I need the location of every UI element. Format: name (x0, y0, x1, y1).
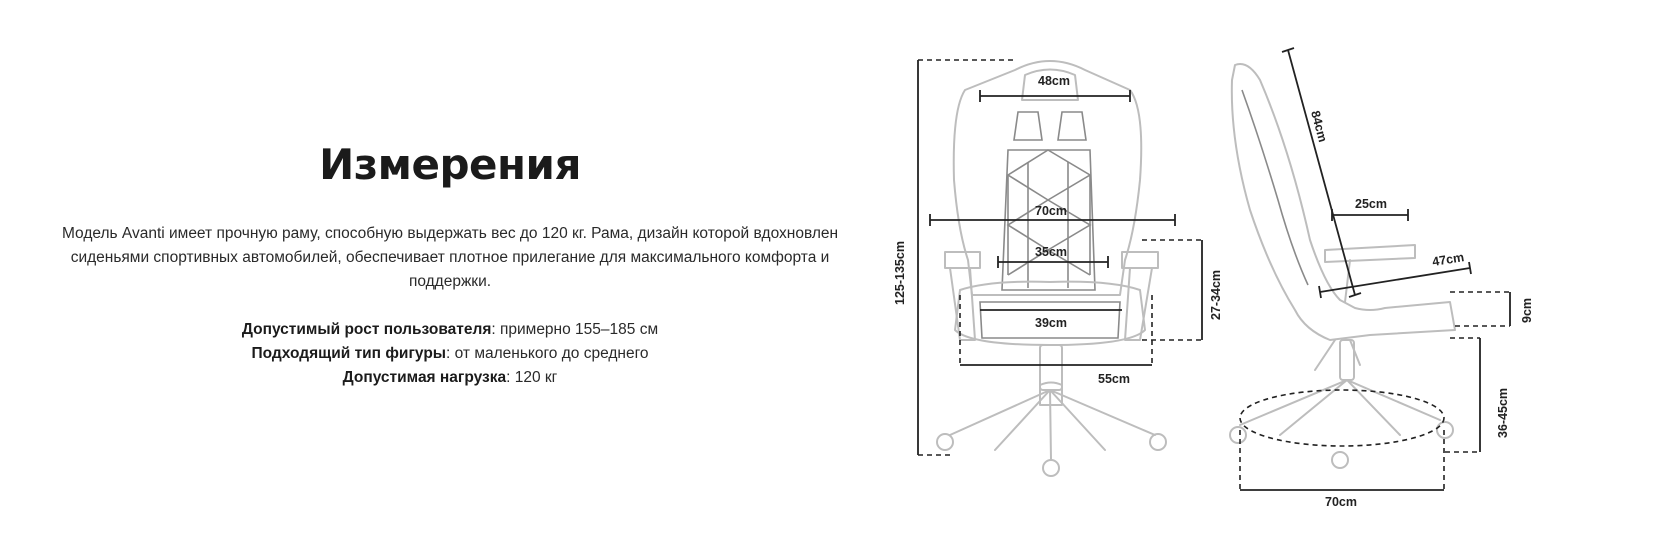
dim-seat-depth: 47cm (1431, 250, 1466, 269)
front-chair-outline (937, 61, 1166, 476)
dim-back-inner: 35cm (1035, 245, 1067, 259)
dim-backrest-width: 48cm (1038, 74, 1070, 88)
side-dimensions (1240, 48, 1510, 490)
dim-arm-span: 70cm (1035, 204, 1067, 218)
dim-back-height: 84cm (1308, 109, 1330, 144)
dim-total-height: 125-135cm (893, 241, 907, 305)
spec-height-label: Допустимый рост пользователя (241, 321, 492, 338)
dim-seat-height: 36-45cm (1496, 387, 1510, 438)
spec-body-type-value: : от маленького до среднего (446, 345, 649, 362)
spec-body-type-label: Подходящий тип фигуры (251, 345, 447, 362)
spec-height-value: : примерно 155–185 см (491, 321, 659, 338)
dim-seat-width: 39cm (1035, 316, 1067, 330)
chair-diagram-svg (893, 40, 1630, 550)
spec-load (60, 366, 840, 390)
side-chair-outline (1230, 64, 1455, 468)
spec-load-value: : 120 кг (506, 369, 558, 386)
dim-armrest-height: 27-34cm (1209, 269, 1223, 320)
dim-base-width: 55cm (1098, 372, 1130, 386)
description: Модель Avanti имеет прочную раму, способную выдержать вес до 120 кг. Рама, дизайн которой вдохновлен сиденьями спортивных автомобилей, обеспечивает плотное прилегание для максимального комфорта и поддержки. (61, 225, 839, 290)
section-title: Измерения (319, 140, 581, 189)
spec-load-label: Допустимая нагрузка (342, 369, 507, 386)
dim-seat-thickness: 9cm (1520, 297, 1534, 323)
spec-body-type (60, 342, 840, 366)
dim-base-depth: 70cm (1325, 495, 1357, 509)
spec-height (60, 318, 840, 342)
dimension-diagram (893, 40, 1630, 550)
dim-armrest-depth: 25cm (1355, 197, 1387, 211)
spec-list (60, 318, 840, 390)
